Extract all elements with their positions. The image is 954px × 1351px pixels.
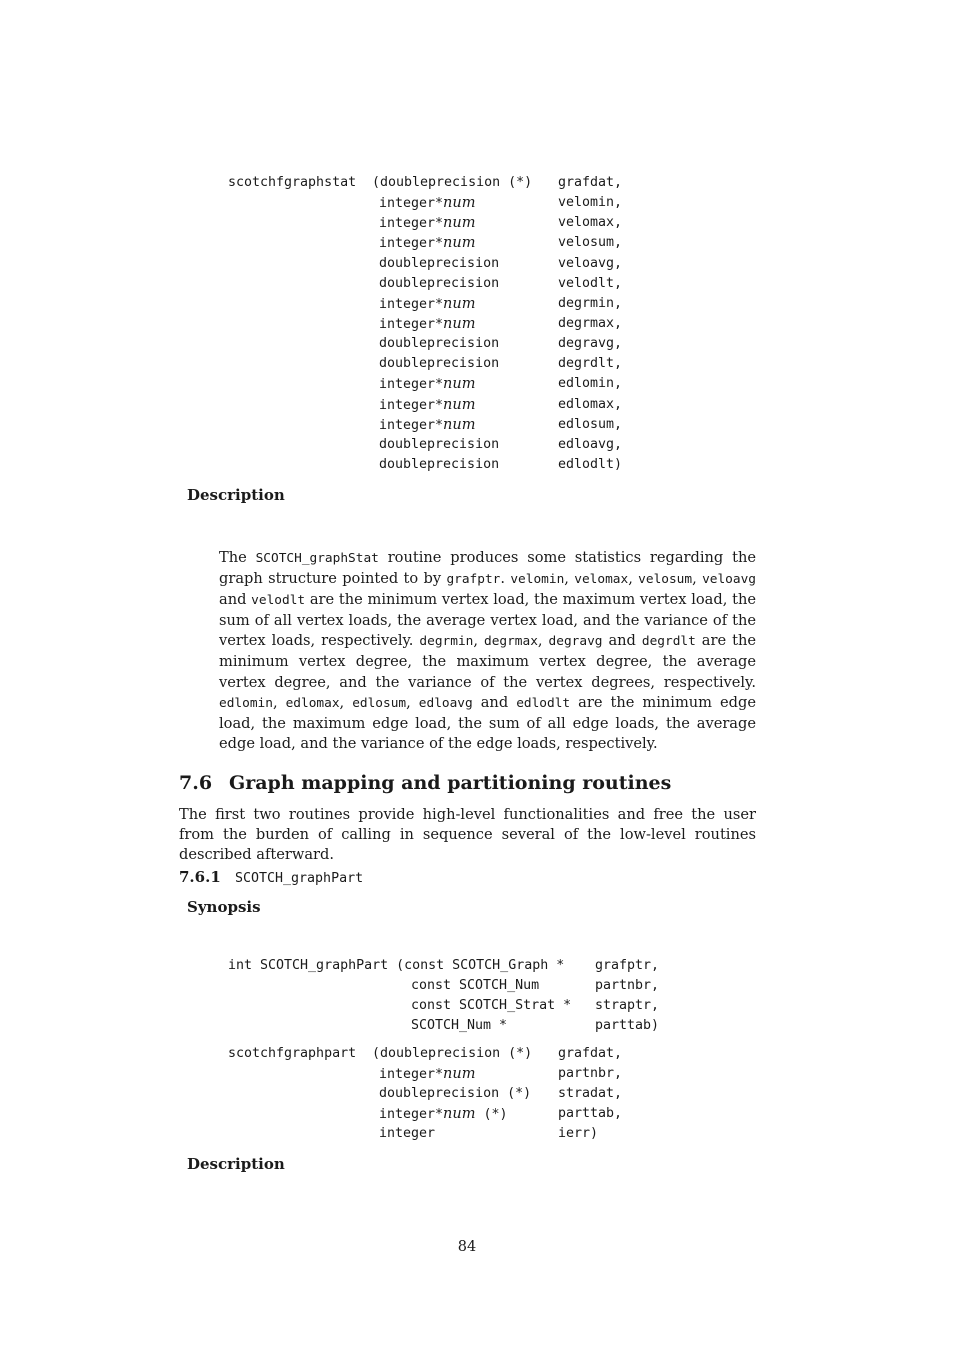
param-type: doubleprecision (379, 256, 500, 271)
param-type: integer*num (379, 417, 476, 433)
param-type: SCOTCH_Num * (411, 1018, 508, 1033)
param-name: velomax, (558, 215, 623, 230)
param-name: stradat, (558, 1086, 623, 1101)
param-type: (doubleprecision (*) (372, 1046, 533, 1061)
param-name: velomin, (558, 195, 623, 210)
param-name: partnbr, (558, 1066, 623, 1081)
function-name: scotchfgraphpart (228, 1046, 357, 1061)
param-name: grafdat, (558, 1046, 623, 1061)
param-name: edlomax, (558, 397, 623, 412)
param-type: integer (379, 1126, 436, 1141)
param-name: partnbr, (595, 978, 660, 993)
param-name: grafdat, (558, 175, 623, 190)
param-type: integer*num (379, 1066, 476, 1082)
param-type: doubleprecision (379, 276, 500, 291)
param-type: const SCOTCH_Num (411, 978, 540, 993)
param-name: degrdlt, (558, 356, 623, 371)
param-type: integer*num (379, 296, 476, 312)
param-type: integer*num (*) (379, 1106, 508, 1122)
param-name: ierr) (558, 1126, 599, 1141)
param-name: grafptr, (595, 958, 660, 973)
param-name: straptr, (595, 998, 660, 1013)
param-type: doubleprecision (379, 437, 500, 452)
param-type: doubleprecision (379, 457, 500, 472)
param-type: doubleprecision (379, 356, 500, 371)
param-name: degrmin, (558, 296, 623, 311)
param-name: edlomin, (558, 376, 623, 391)
synopsis-heading: Synopsis (187, 898, 261, 916)
function-name: scotchfgraphstat (228, 175, 357, 190)
signature-line: int SCOTCH_graphPart (const SCOTCH_Graph * (228, 958, 565, 973)
param-name: parttab) (595, 1018, 660, 1033)
param-type: doubleprecision (379, 336, 500, 351)
param-type: doubleprecision (*) (379, 1086, 532, 1101)
param-type: integer*num (379, 215, 476, 231)
param-type: integer*num (379, 195, 476, 211)
param-type: integer*num (379, 397, 476, 413)
param-type: (doubleprecision (*) (372, 175, 533, 190)
param-name: veloavg, (558, 256, 623, 271)
param-type: const SCOTCH_Strat * (411, 998, 572, 1013)
param-name: velodlt, (558, 276, 623, 291)
section-paragraph: The first two routines provide high-level functionalities and free the user from the burden of calling in sequence several of the low-level routines described afterward. (179, 806, 756, 863)
subsection-heading: 7.6.1 SCOTCH_graphPart (179, 868, 364, 886)
description-paragraph: The SCOTCH_graphStat routine produces some statistics regarding the graph structure pointed to by grafptr. velomin, velomax, velosum, veloavg and velodlt are the minimum vertex load, the maximum vertex load, the sum of all vertex loads, the average vertex load, and the variance of the vertex loads, respectively. degrmin, degrmax, degravg and degrdlt are the minimum vertex degree, the maximum vertex degree, the average vertex degree, and the variance of the vertex degrees, respectively. edlomin, edlomax, edlosum, edloavg and edlodlt are the minimum edge load, the maximum edge load, the sum of all edge loads, the average edge load, and the variance of the edge loads, respectively. (219, 549, 756, 752)
description-heading: Description (187, 1155, 285, 1173)
param-type: integer*num (379, 316, 476, 332)
param-name: parttab, (558, 1106, 623, 1121)
param-name: edlodlt) (558, 457, 623, 472)
param-name: degravg, (558, 336, 623, 351)
param-name: degrmax, (558, 316, 623, 331)
param-name: velosum, (558, 235, 623, 250)
description-heading: Description (187, 486, 285, 504)
param-name: edloavg, (558, 437, 623, 452)
page-number: 84 (457, 1239, 477, 1255)
section-heading: 7.6 Graph mapping and partitioning routines (179, 772, 672, 794)
param-type: integer*num (379, 235, 476, 251)
param-type: integer*num (379, 376, 476, 392)
param-name: edlosum, (558, 417, 623, 432)
